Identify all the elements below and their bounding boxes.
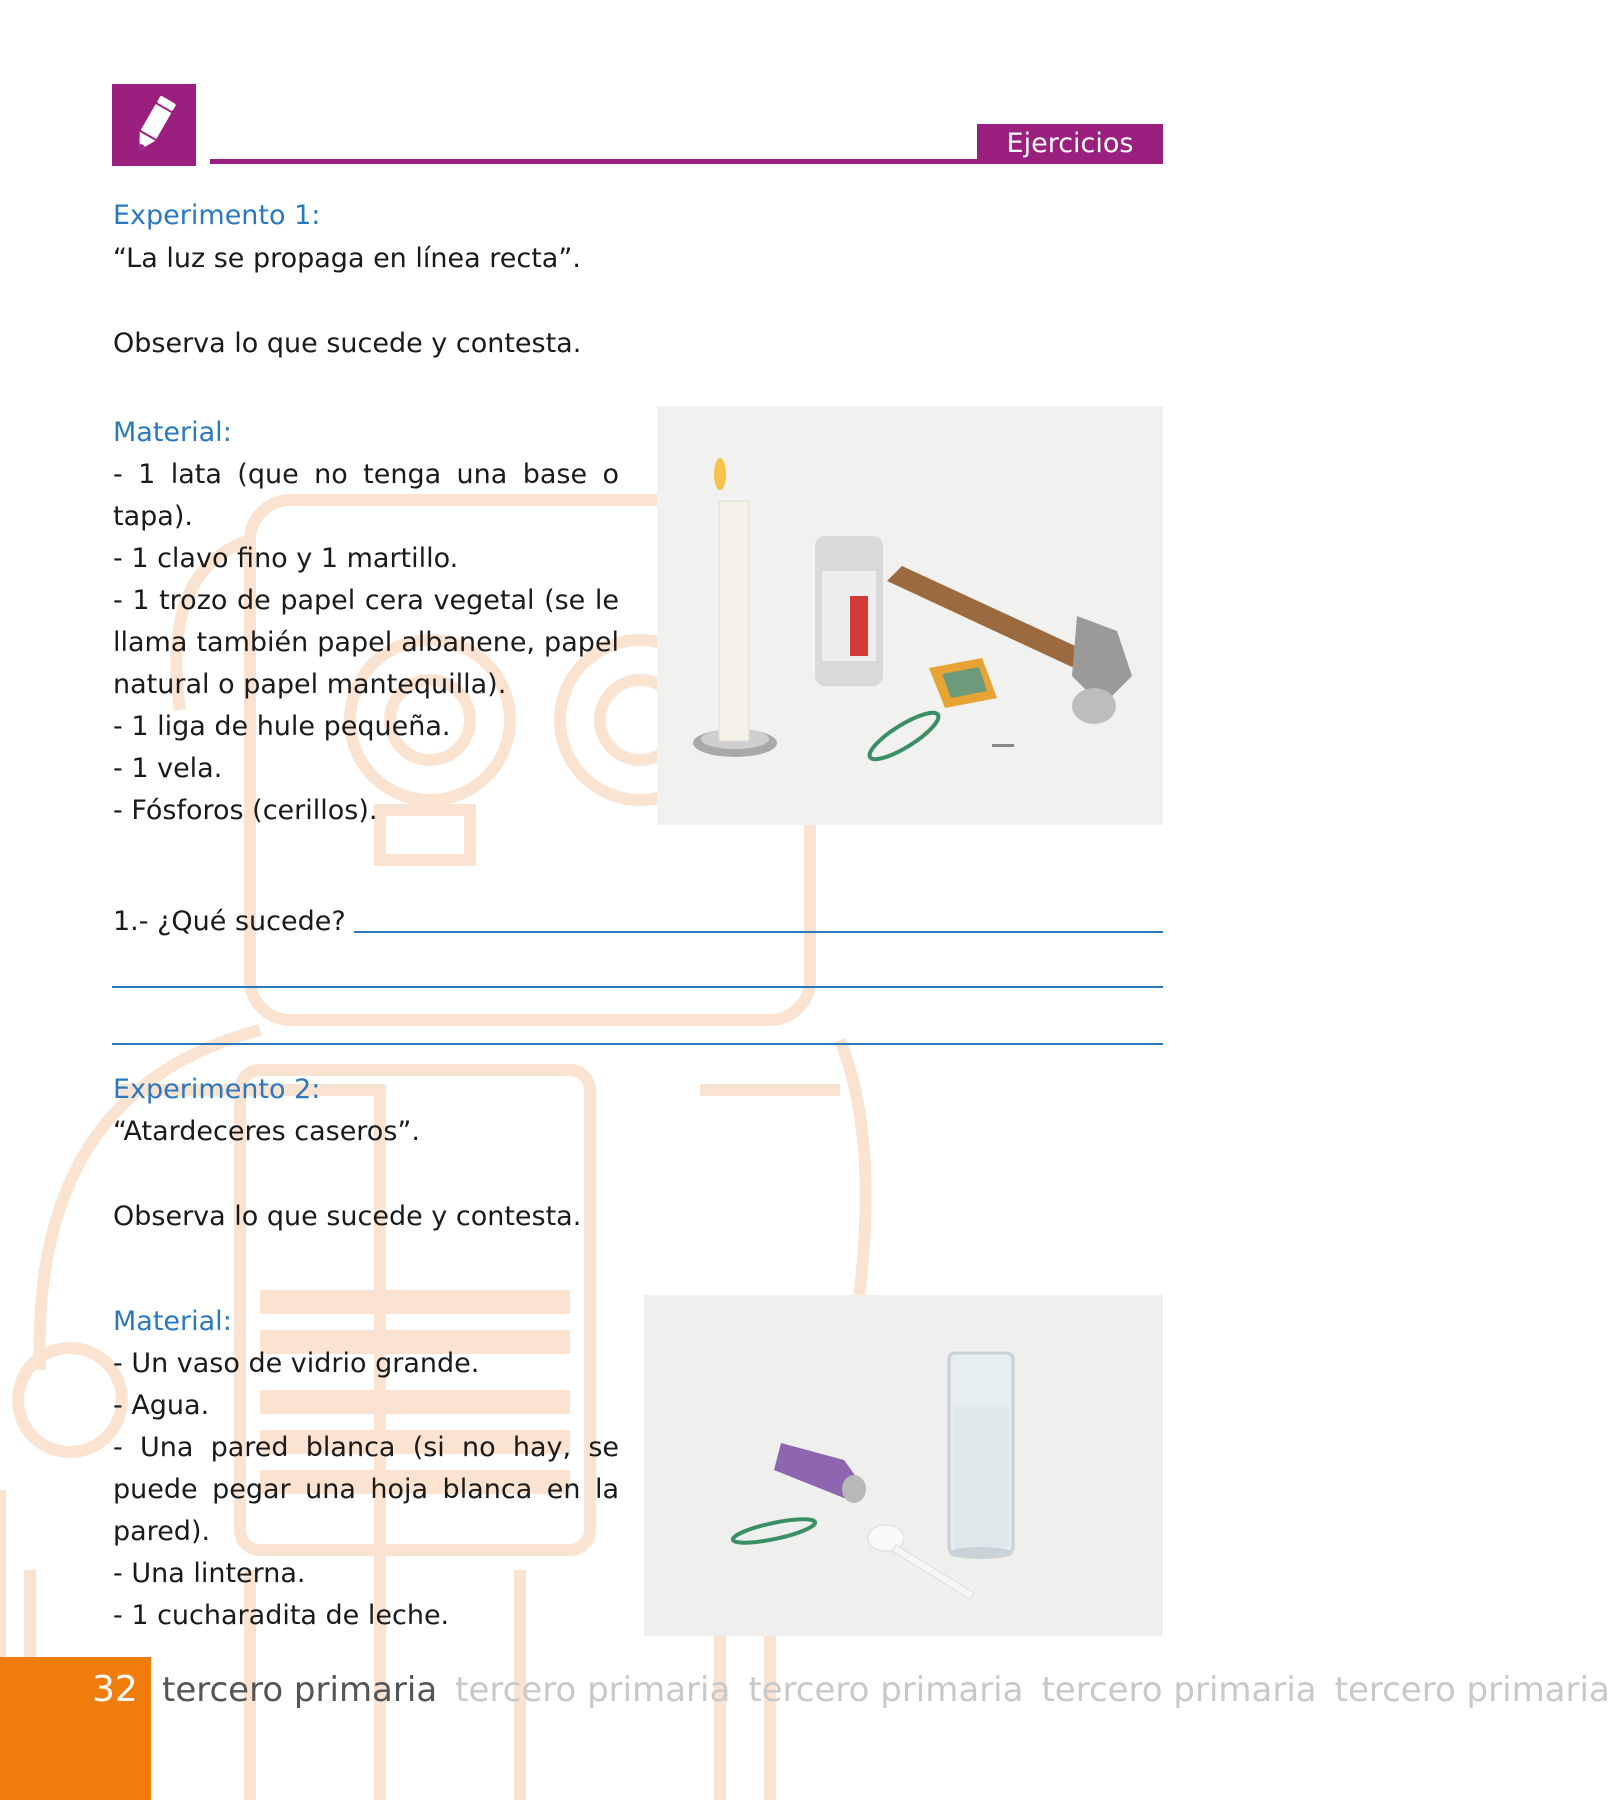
experiment1-question: 1.- ¿Qué sucede? — [113, 906, 346, 937]
list-item: - 1 liga de hule pequeña. — [113, 711, 451, 742]
list-item: - 1 cucharadita de leche. — [113, 1600, 450, 1631]
experiment2-materials-list — [113, 1343, 619, 1637]
experiment1-instruction: Observa lo que sucede y contesta. — [113, 328, 582, 359]
footer-grade-repeat: tercero primaria — [1041, 1670, 1317, 1710]
page-number: 32 — [92, 1669, 138, 1710]
list-item: - Un vaso de vidrio grande. — [113, 1348, 480, 1379]
answer-line-2[interactable] — [112, 986, 1163, 988]
footer-grade-strip — [162, 1668, 1610, 1716]
experiment2-heading: Experimento 2: — [113, 1074, 321, 1105]
section-label: Ejercicios — [977, 124, 1163, 164]
answer-line-1[interactable] — [354, 931, 1163, 933]
footer-grade-repeat: tercero primaria — [455, 1670, 731, 1710]
pencil-icon — [112, 84, 196, 166]
list-item: - 1 vela. — [113, 753, 223, 784]
footer-grade-repeat: tercero primaria — [1334, 1670, 1610, 1710]
list-item: - Una linterna. — [113, 1558, 306, 1589]
experiment1-materials-list — [113, 454, 619, 832]
footer-grade-text: tercero primaria — [162, 1670, 438, 1710]
footer-grade-repeat: tercero primaria — [748, 1670, 1024, 1710]
list-item: - Fósforos (cerillos). — [113, 795, 378, 826]
experiment2-instruction: Observa lo que sucede y contesta. — [113, 1201, 582, 1232]
list-item: - 1 lata (que no tenga una base o tapa). — [113, 459, 619, 532]
experiment2-photo — [644, 1295, 1163, 1636]
list-item: - 1 clavo fino y 1 martillo. — [113, 543, 459, 574]
experiment2-title: “Atardeceres caseros”. — [113, 1116, 420, 1147]
list-item: - Una pared blanca (si no hay, se puede pegar una hoja blanca en la pared). — [113, 1432, 619, 1547]
answer-line-3[interactable] — [112, 1043, 1163, 1045]
list-item: - 1 trozo de papel cera vegetal (se le llama también papel albanene, papel natural o papel mantequilla). — [113, 585, 619, 700]
experiment1-title: “La luz se propaga en línea recta”. — [113, 243, 581, 274]
experiment1-material-heading: Material: — [113, 417, 232, 448]
pencil-icon-box — [112, 84, 196, 166]
experiment1-photo — [657, 406, 1163, 825]
experiment2-material-heading: Material: — [113, 1306, 232, 1337]
experiment1-heading: Experimento 1: — [113, 200, 321, 231]
list-item: - Agua. — [113, 1390, 210, 1421]
